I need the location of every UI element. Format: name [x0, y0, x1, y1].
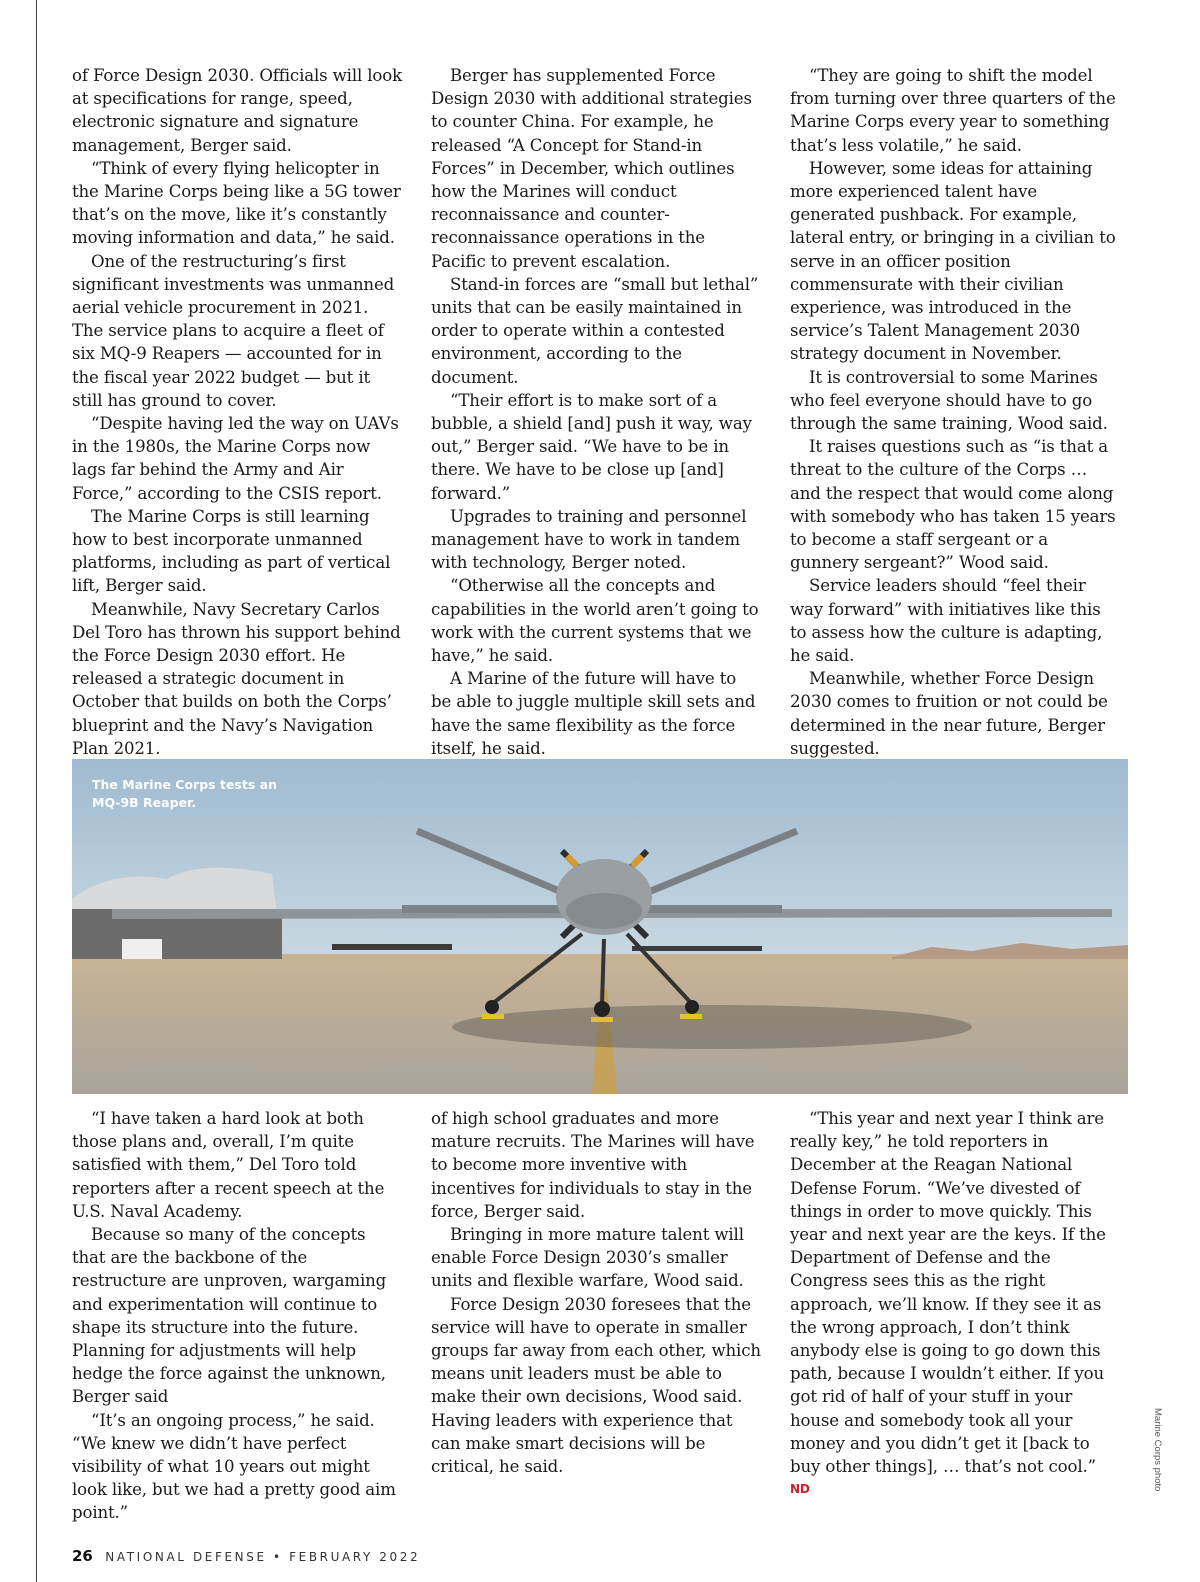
paragraph: of high school graduates and more mature recruits. The Marines will have to become more inventive with incentives for individuals to stay in the force, Berger said. — [431, 1109, 755, 1221]
page-footer — [72, 1547, 420, 1565]
paragraph: One of the restructuring’s first significant investments was unmanned aerial vehicle procurement in 2021. The service plans to acquire a fleet of six MQ-9 Reapers — accounted for in the fiscal year 2022 budget — but it still has ground to cover. — [72, 251, 395, 410]
photo-caption: The Marine Corps tests an MQ-9B Reaper. — [92, 777, 277, 810]
paragraph: “It’s an ongoing process,” he said. “We knew we didn’t have perfect visibility of what 10 years out might look like, but we had a pretty good aim point.” — [72, 1410, 396, 1523]
page-edge-rule — [36, 0, 37, 1582]
article-column-5 — [431, 1107, 761, 1478]
article-column-1 — [72, 64, 402, 760]
paragraph: Force Design 2030 foresees that the service will have to operate in smaller groups far away from each other, which means unit leaders must be able to make their own decisions, Wood said. Having leaders with experience that can make smart decisions will be critical, he said. — [431, 1294, 761, 1477]
paragraph: “I have taken a hard look at both those plans and, overall, I’m quite satisfied with them,” Del Toro told reporters after a recent speech at the U.S. Naval Academy. — [72, 1109, 385, 1221]
paragraph: “Despite having led the way on UAVs in the 1980s, the Marine Corps now lags far behind the Army and Air Force,” according to the CSIS report. — [72, 414, 399, 503]
paragraph: Because so many of the concepts that are the backbone of the restructure are unproven, wargaming and experimentation will continue to shape its structure into the future. Planning for adjustments will help hedge the force against the unknown, Berger said — [72, 1225, 387, 1407]
paragraph: A Marine of the future will have to be able to juggle multiple skill sets and have the same flexibility as the force itself, he said. — [431, 669, 756, 758]
paragraph: “This year and next year I think are really key,” he told reporters in December at the Reagan National Defense Forum. “We’ve divested of things in order to move quickly. This year and next year are the keys. If the Department of Defense and the Congress sees this as the right approach, we’ll know. If they see it as the wrong approach, I don’t think anybody else is going to go down this path, because I wouldn’t either. If you got rid of half of your stuff in your house and somebody took all your money and you didn’t get it [back to buy other things], … that’s not cool.” — [790, 1109, 1106, 1477]
end-mark: ND — [790, 1482, 810, 1497]
paragraph: Meanwhile, Navy Secretary Carlos Del Toro has thrown his support behind the Force Design 2030 effort. He released a strategic document in October that builds on both the Corps’ blueprint and the Navy’s Navigation Plan 2021. — [72, 599, 401, 758]
article-column-3 — [790, 64, 1120, 760]
paragraph: Stand-in forces are “small but lethal” units that can be easily maintained in order to operate within a contested environment, according to the document. — [431, 274, 759, 387]
publication-line: NATIONAL DEFENSE • FEBRUARY 2022 — [105, 1550, 421, 1564]
paragraph: “Otherwise all the concepts and capabilities in the world aren’t going to work with the current systems that we have,” he said. — [431, 576, 759, 666]
paragraph: of Force Design 2030. Officials will look at specifications for range, speed, electronic signature and signature management, Berger said. — [72, 66, 403, 155]
paragraph: Upgrades to training and personnel management have to work in tandem with technology, Berger noted. — [431, 506, 747, 573]
paragraph: Berger has supplemented Force Design 2030 with additional strategies to counter China. For example, he released “A Concept for Stand-in Forces” in December, which outlines how the Marines will conduct reconnaissance and counter-reconnaissance operations in the Pacific to prevent escalation. — [431, 66, 752, 271]
article-column-6 — [790, 1107, 1120, 1501]
paragraph: It is controversial to some Marines who feel everyone should have to go through the same training, Wood said. — [790, 367, 1108, 434]
paragraph: Meanwhile, whether Force Design 2030 comes to fruition or not could be determined in the near future, Berger suggested. — [790, 669, 1108, 758]
paragraph: Service leaders should “feel their way forward” with initiatives like this to assess how the culture is adapting, he said. — [790, 576, 1103, 666]
paragraph: However, some ideas for attaining more experienced talent have generated pushback. For example, lateral entry, or bringing in a civilian to serve in an officer position commensurate with their civilian experience, was introduced in the service’s Talent Management 2030 strategy document in November. — [790, 158, 1116, 364]
paragraph: The Marine Corps is still learning how to best incorporate unmanned platforms, including as part of vertical lift, Berger said. — [72, 506, 391, 596]
article-column-2 — [431, 64, 761, 830]
paragraph: “They are going to shift the model from turning over three quarters of the Marine Corps every year to something that’s less volatile,” he said. — [790, 66, 1116, 155]
paragraph: “Think of every flying helicopter in the Marine Corps being like a 5G tower that’s on the move, like it’s constantly moving information and data,” he said. — [72, 158, 401, 248]
article-column-4 — [72, 1107, 402, 1525]
photo-credit: Marine Corps photo — [1152, 1408, 1163, 1492]
drone-photo — [72, 759, 1128, 1094]
paragraph: Bringing in more mature talent will enable Force Design 2030’s smaller units and flexible warfare, Wood said. — [431, 1225, 744, 1291]
paragraph: It raises questions such as “is that a threat to the culture of the Corps … and the respect that would come along with somebody who has taken 15 years to become a staff sergeant or a gunnery sergeant?” Wood said. — [790, 437, 1116, 573]
page-number: 26 — [72, 1547, 93, 1565]
paragraph: “Their effort is to make sort of a bubble, a shield [and] push it way, way out,” Berger said. “We have to be in there. We have to be close up [and] forward.” — [431, 390, 752, 503]
